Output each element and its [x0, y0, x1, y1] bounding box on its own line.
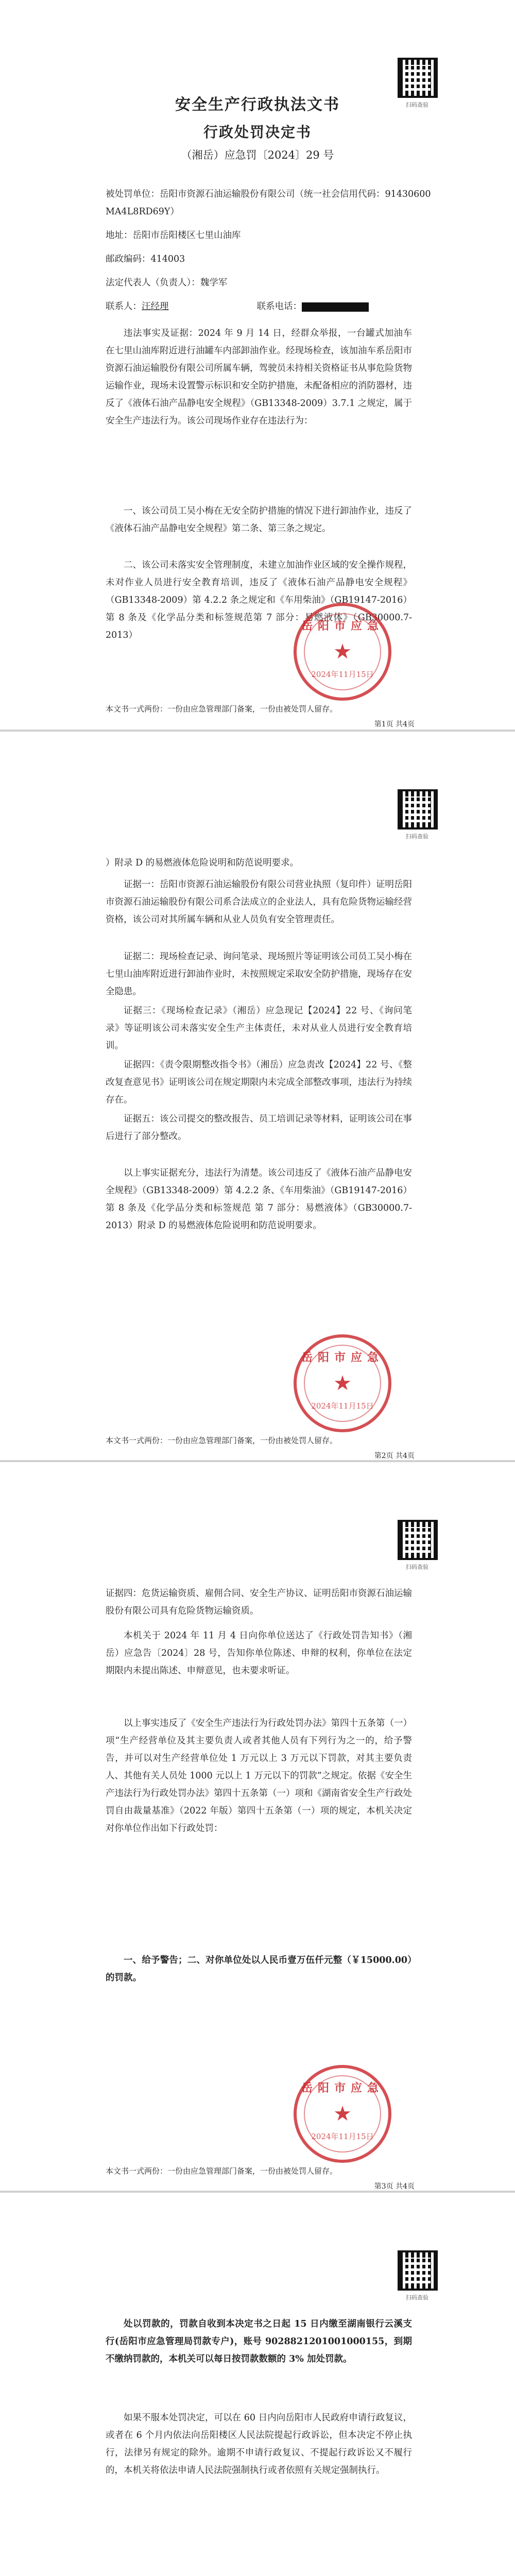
page-number: 第3页 共4页	[374, 2182, 415, 2191]
qr-caption: 扫码查验	[406, 2294, 428, 2301]
evidence-3: 证据三：《现场检查记录》（湘岳）应急现记【2024】22 号、《询问笔录》等证明该公司未落实安全生产主体责任，未对从业人员进行安全教育培训。	[106, 1006, 412, 1051]
violation-item-1: 一、该公司员工吴小梅在无安全防护措施的情况下进行卸油作业，违反了《液体石油产品静电安全规程》第二条、第三条之规定。	[106, 506, 412, 534]
evidence-5: 证据五：该公司提交的整改报告、员工培训记录等材料，证明该公司在事后进行了部分整改。	[106, 1114, 412, 1142]
document-page-3	[0, 1462, 515, 2189]
official-seal: 岳阳市应急 ★ 2024年11月15日	[294, 1334, 391, 1432]
document-number: （湘岳）应急罚〔2024〕29 号	[181, 149, 334, 161]
party-name: 被处罚单位：岳阳市资源石油运输股份有限公司（统一社会信用代码：91430600	[106, 189, 431, 199]
legal-basis: 以上事实违反了《安全生产违法行为行政处罚办法》第四十五条第（一）项“生产经营单位及其主要负责人或者其他人员有下列行为之一的，给予警告，并可以对生产经营单位处 1 万元以上 3 万元以下罚款，对其主要负责人、其他有关人员处 1000 元以上 1 万元以下的罚款”之规定。依据《安全生产违法行为行政处罚办法》第四十五条第（一）项和《湖南省安全生产行政处罚自由裁量基准》（2022 年版）第四十五条第（一）项的规定，本机关决定对你单位作出如下行政处罚：	[106, 1718, 412, 1834]
redacted-phone	[302, 302, 369, 312]
payment-instructions: 处以罚款的，罚款自收到本决定书之日起 15 日内缴至湖南银行云溪支行(岳阳市应急管理局罚款专户)，账号 9028821201001000155，到期不缴纳罚款的，本机关可以每日按罚款数额的 3% 加处罚款。	[106, 2319, 412, 2364]
qr-caption: 扫码查验	[406, 1564, 428, 1570]
document-page-4	[0, 2193, 515, 2576]
copy-note: 本文书一式两份：一份由应急管理部门备案，一份由被处罚人留存。	[106, 704, 338, 714]
qr-code-icon[interactable]	[398, 1520, 438, 1560]
qr-code-icon[interactable]	[398, 2250, 438, 2291]
facts-summary: 以上事实证据充分，违法行为清楚。该公司违反了《液体石油产品静电安全规程》（GB13348-2009）第 4.2.2 条、《车用柴油》（GB19147-2016）第 8 条及《化学品分类和标签规范 第 7 部分：易燃液体》（GB30000.7-2013）附录 D 的易燃液体危险说明和防范说明要求。	[106, 1168, 412, 1231]
evidence-1: 证据一：岳阳市资源石油运输股份有限公司营业执照（复印件）证明岳阳市资源石油运输股份有限公司系合法成立的企业法人，具有危险货物运输经营资格，该公司对其所属车辆和从业人员负有安全管理责任。	[106, 879, 412, 925]
violation-item-2: 二、该公司未落实安全管理制度，未建立加油作业区域的安全操作规程，未对作业人员进行安全教育培训，违反了《液体石油产品静电安全规程》（GB13348-2009）第 4.2.2 条之规定和《车用柴油》（GB19147-2016）第 8 条及《化学品分类和标签规范第 7 部分：易燃液体》（GB30000.7-2013）	[106, 560, 412, 640]
party-contact	[106, 298, 415, 315]
document-title: 行政处罚决定书	[203, 124, 312, 141]
official-seal: 岳阳市应急 ★ 2024年11月15日	[294, 2065, 391, 2163]
qr-caption: 扫码查验	[406, 833, 428, 840]
evidence-intro: ）附录 D 的易燃液体危险说明和防范说明要求。	[106, 858, 299, 868]
evidence-4: 证据四：《责令限期整改指令书》（湘岳）应急责改【2024】22 号、《整改复查意见书》证明该公司在规定期限内未完成全部整改事项，违法行为持续存在。	[106, 1060, 412, 1105]
party-name-cont: MA4L8RD69Y）	[106, 207, 179, 217]
party-postcode: 邮政编码：414003	[106, 254, 185, 264]
qr-caption: 扫码查验	[406, 101, 428, 108]
copy-note: 本文书一式两份：一份由应急管理部门备案，一份由被处罚人留存。	[106, 1436, 338, 1445]
contact-label: 联系人：	[106, 301, 142, 312]
party-representative: 法定代表人（负责人）：魏学军	[106, 278, 228, 288]
document-page-2	[0, 732, 515, 1458]
copy-note: 本文书一式两份：一份由应急管理部门备案，一份由被处罚人留存。	[106, 2166, 338, 2176]
appeal-rights: 如果不服本处罚决定，可以在 60 日内向岳阳市人民政府申请行政复议，或者在 6 个月内依法向岳阳楼区人民法院提起行政诉讼，但本决定不停止执行，法律另有规定的除外。逾期不申请行政复议、不提起行政诉讼又不履行的，本机关将依法申请人民法院强制执行或者依照有关规定强制执行。	[106, 2413, 412, 2476]
violation-facts: 违法事实及证据：2024 年 9 月 14 日，经群众举报，一台罐式加油车在七里山油库附近进行油罐车内部卸油作业。经现场检查，该加油车系岳阳市资源石油运输股份有限公司所属车辆，驾驶员未持相关资格证书从事危险货物运输作业，现场未设置警示标识和安全防护措施，未配备相应的消防器材，违反了《液体石油产品静电安全规程》（GB13348-2009）3.7.1 之规定，属于安全生产违法行为。该公司现场作业存在违法行为：	[106, 328, 412, 426]
notice-served: 本机关于 2024 年 11 月 4 日向你单位送达了《行政处罚告知书》（湘岳）应急告〔2024〕28 号，告知你单位陈述、申辩的权利，你单位在法定期限内未提出陈述、申辩意见，也未要求听证。	[106, 1631, 412, 1676]
page-number: 第2页 共4页	[374, 1452, 415, 1460]
penalty-decision: 一、给予警告；二、对你单位处以人民币壹万伍仟元整（￥15000.00）的罚款。	[106, 1955, 412, 1983]
evidence-qualification: 证据四：危货运输资质、雇佣合同、安全生产协议、证明岳阳市资源石油运输股份有限公司具有危险货物运输资质。	[106, 1588, 412, 1616]
contact-name: 汪经理	[142, 301, 169, 312]
document-heading: 安全生产行政执法文书	[175, 96, 340, 114]
evidence-2: 证据二：现场检查记录、询问笔录、现场照片等证明该公司员工吴小梅在七里山油库附近进行卸油作业时，未按照规定采取安全防护措施，现场存在安全隐患。	[106, 952, 412, 997]
qr-code-icon[interactable]	[398, 789, 438, 829]
official-seal: 岳阳市应急 ★ 2024年11月15日	[294, 603, 391, 701]
document-page-1	[0, 0, 515, 726]
page-number: 第1页 共4页	[374, 720, 415, 728]
party-address: 地址：岳阳市岳阳楼区七里山油库	[106, 230, 241, 241]
phone-label: 联系电话：	[256, 301, 302, 312]
